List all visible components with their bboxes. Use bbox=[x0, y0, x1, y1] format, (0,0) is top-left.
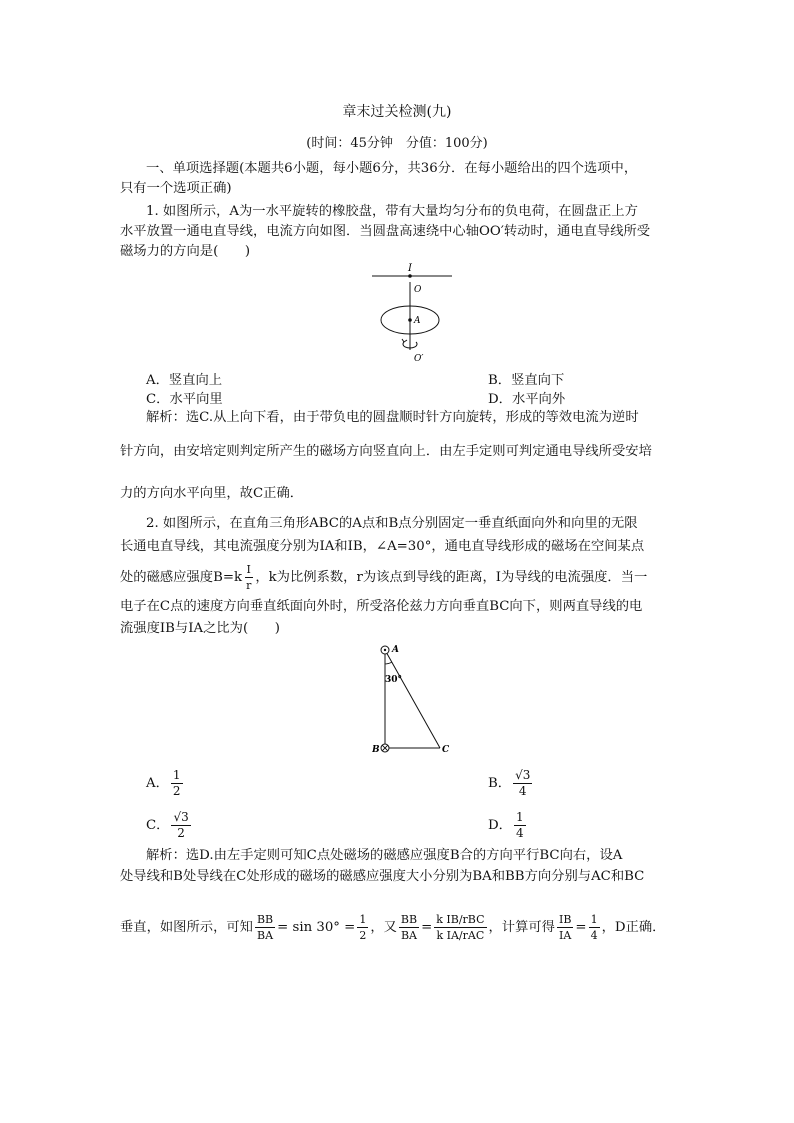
q2-option-b: B． $\frac{√3}{4}$ bbox=[488, 768, 531, 798]
label-i: I bbox=[408, 263, 412, 274]
q2-text-line1: 2. 如图所示，在直角三角形ABC的A点和B点分别固定一垂直纸面向外和向里的无限 bbox=[146, 516, 638, 531]
q2-text-line5: 流强度IB与IA之比为( ) bbox=[120, 621, 280, 636]
rotation-arrowhead-icon bbox=[402, 339, 407, 342]
q2-text-line2: 长通电直导线，其电流强度分别为IA和IB，∠A=30°，通电直导线形成的磁场在空间某点 bbox=[120, 539, 645, 554]
q2-answer-line3: 垂直，如图所示，可知 $\frac{BB}{BA}$ = sin 30° = $\frac{1}{2}$ ，又 $\frac{BB}{BA}$ = $\frac{\text{k IB/rBC}}{\text{k IA/rAC}}$ ，计算可得 $\frac{IB}{IA}$ = $\frac{1}{4}$ ，D正确． bbox=[120, 913, 666, 942]
q1-text-line3: 磁场力的方向是( ) bbox=[120, 244, 251, 259]
q2-line3-pre: 处的磁感应强度B=k bbox=[120, 570, 243, 585]
wire-current-dot bbox=[408, 274, 412, 278]
q2-option-a: A． $\frac{1}{2}$ bbox=[146, 768, 181, 798]
q2-option-c: C． $\frac{√3}{2}$ bbox=[146, 810, 189, 840]
q1-text-line2: 水平放置一通电直导线，电流方向如图．当圆盘高速绕中心轴OO′转动时，通电直导线所受 bbox=[120, 224, 651, 239]
disk-center-dot bbox=[408, 318, 412, 322]
label-o: O bbox=[414, 285, 422, 295]
q1-answer-line2: 针方向，由安培定则判定所产生的磁场方向竖直向上．由左手定则可判定通电导线所受安培 bbox=[120, 444, 652, 459]
q2-text-line4: 电子在C点的速度方向垂直纸面向外时，所受洛伦兹力方向垂直BC向下，则两直导线的电 bbox=[120, 599, 643, 614]
q1-text-line1: 1. 如图所示，A为一水平旋转的橡胶盘，带有大量均匀分布的负电荷，在圆盘正上方 bbox=[146, 204, 638, 219]
q2-answer-line2: 处导线和B处导线在C处形成的磁场的磁感应强度大小分别为BA和BB方向分别与AC和BC bbox=[120, 869, 645, 884]
q1-figure-disk bbox=[360, 258, 470, 370]
q2-answer-line1: 解析：选D.由左手定则可知C点处磁场的磁感应强度B合的方向平行BC向右，设A bbox=[146, 848, 623, 863]
label-b: B bbox=[372, 745, 380, 755]
label-o-prime: O′ bbox=[414, 354, 424, 364]
q2-formula-den: r bbox=[246, 579, 252, 592]
q2-figure-triangle bbox=[372, 640, 462, 758]
section-heading-line1: 一、单项选择题(本题共6小题，每小题6分，共36分．在每小题给出的四个选项中， bbox=[146, 161, 638, 176]
angle-label: 30° bbox=[385, 675, 403, 685]
q1-option-a: A．竖直向上 bbox=[146, 373, 223, 388]
section-heading-line2: 只有一个选项正确) bbox=[120, 181, 232, 196]
page-subtitle: (时间：45分钟 分值：100分) bbox=[306, 136, 488, 151]
label-a: A bbox=[414, 316, 421, 326]
label-c: C bbox=[442, 745, 450, 755]
q2-option-d: D． $\frac{1}{4}$ bbox=[488, 810, 524, 840]
q2-text-line3 bbox=[120, 562, 647, 593]
q1-option-b: B．竖直向下 bbox=[488, 373, 565, 388]
label-a: A bbox=[392, 645, 399, 655]
side-ac bbox=[385, 650, 440, 748]
q1-answer-line3: 力的方向水平向里，故C正确． bbox=[120, 486, 304, 501]
q2-formula-num: I bbox=[246, 563, 251, 576]
q1-option-d: D．水平向外 bbox=[488, 392, 566, 407]
q1-answer-line1: 解析：选C.从上向下看，由于带负电的圆盘顺时针方向旋转，形成的等效电流为逆时 bbox=[146, 410, 639, 425]
page-title: 章末过关检测(九) bbox=[342, 104, 452, 120]
q2-line3-post: ，k为比例系数，r为该点到导线的距离，I为导线的电流强度．当一 bbox=[255, 570, 648, 585]
angle-arc bbox=[385, 662, 392, 664]
q1-option-c: C．水平向里 bbox=[146, 392, 223, 407]
